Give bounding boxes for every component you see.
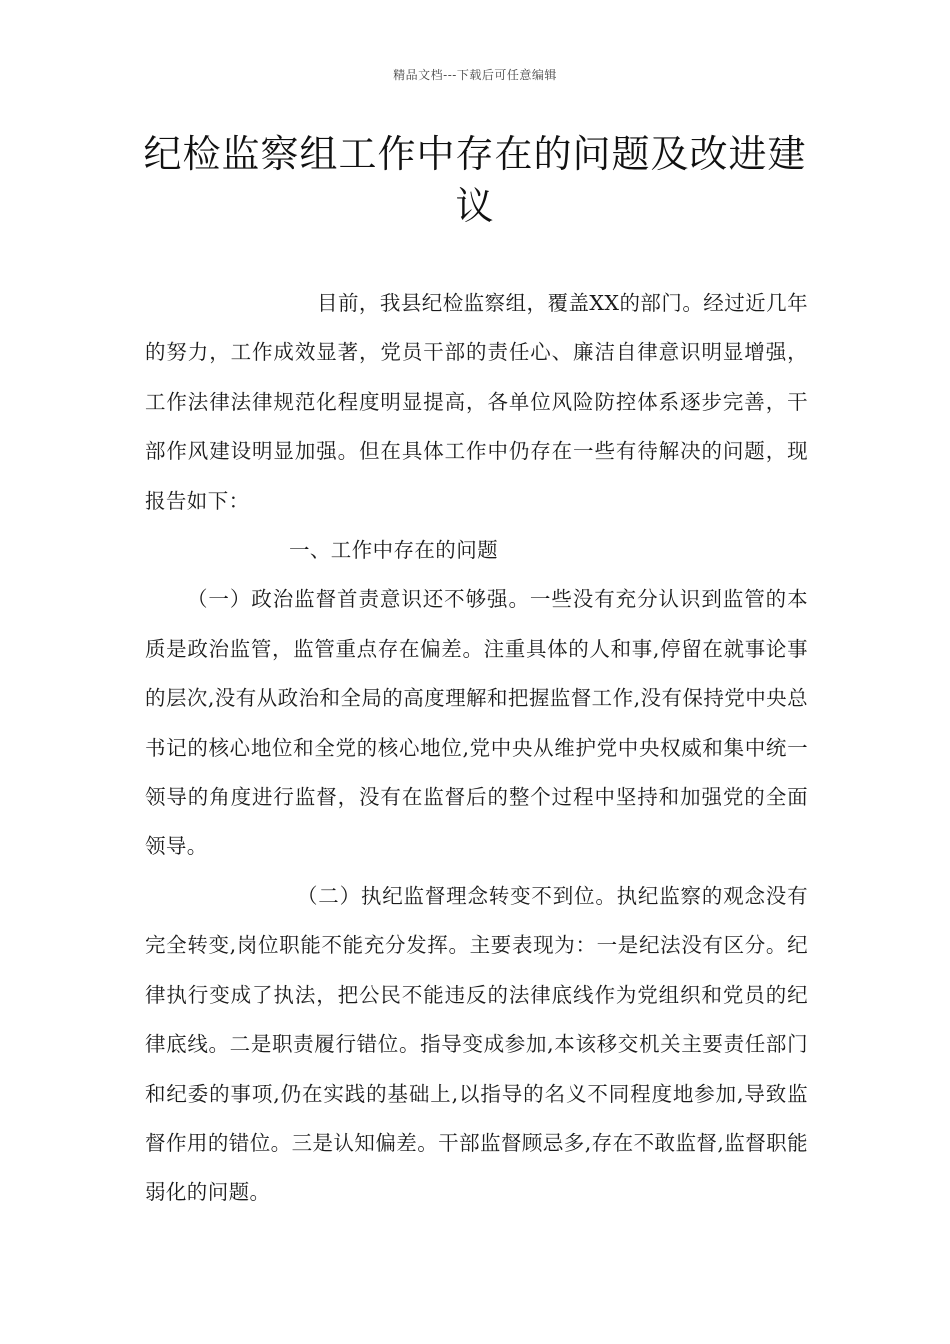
- paragraph-political-supervision: （一）政治监督首责意识还不够强。一些没有充分认识到监管的本质是政治监管，监管重点存在偏差。注重具体的人和事,停留在就事论事的层次,没有从政治和全局的高度理解和把握监督工作,没有保持党中央总书记的核心地位和全党的核心地位,党中央从维护党中央权威和集中统一领导的角度进行监督，没有在监督后的整个过程中坚持和加强党的全面领导。: [145, 587, 808, 859]
- page-header: 精品文档---下载后可任意编辑: [393, 68, 557, 82]
- document-body: [145, 279, 808, 1218]
- paragraph-discipline-supervision: （二）执纪监督理念转变不到位。执纪监察的观念没有完全转变,岗位职能不能充分发挥。主要表现为：一是纪法没有区分。纪律执行变成了执法，把公民不能违反的法律底线作为党组织和党员的纪律底线。二是职责履行错位。指导变成参加,本该移交机关主要责任部门和纪委的事项,仍在实践的基础上,以指导的名义不同程度地参加,导致监督作用的错位。三是认知偏差。干部监督顾忌多,存在不敢监督,监督职能弱化的问题。: [145, 883, 808, 1205]
- intro-paragraph: 目前，我县纪检监察组，覆盖XX的部门。经过近几年的努力，工作成效显著，党员干部的责任心、廉洁自律意识明显增强，工作法律法律规范化程度明显提高，各单位风险防控体系逐步完善，干部作风建设明显加强。但在具体工作中仍存在一些有待解决的问题，现报告如下：: [145, 291, 808, 513]
- document-title: 纪检监察组工作中存在的问题及改进建议: [143, 132, 807, 228]
- section-heading: 一、工作中存在的问题: [289, 538, 498, 563]
